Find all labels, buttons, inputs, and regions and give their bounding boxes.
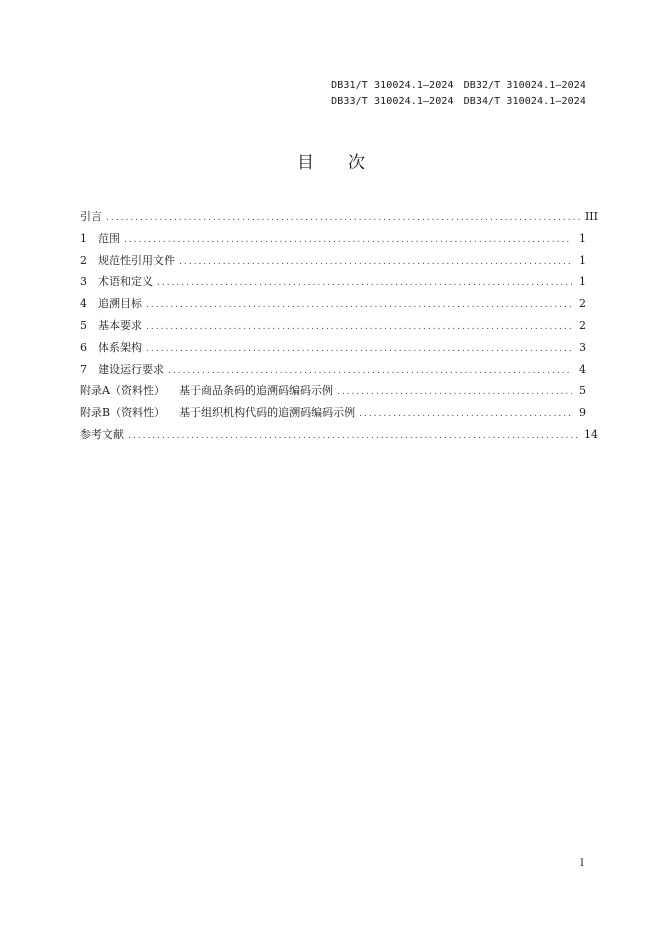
toc-leader-dots (128, 426, 580, 448)
toc-entry-number: 2 (80, 253, 87, 267)
title-char: 目 (297, 153, 314, 173)
toc-entry-label (80, 402, 355, 424)
toc-leader-dots (157, 273, 572, 295)
toc-entry-page: 1 (579, 231, 586, 245)
toc-entry-label (80, 380, 333, 402)
toc-entry-page: 9 (579, 406, 586, 420)
toc-leader-dots (146, 317, 572, 339)
toc-leader-dots (124, 230, 572, 252)
toc-entry-number: 6 (80, 340, 87, 354)
toc-entry-references[interactable] (80, 424, 598, 446)
standard-code: DB33/T 310024.1—2024 (331, 96, 454, 107)
toc-entry-4[interactable] (80, 293, 586, 315)
toc-entry-page: 2 (579, 297, 586, 311)
toc-entry-number: 7 (80, 362, 87, 376)
standard-codes-row (331, 94, 586, 110)
toc-entry-number: 1 (80, 231, 87, 245)
standard-code: DB34/T 310024.1—2024 (463, 96, 586, 107)
appendix-prefix: 附录B（资料性） (80, 406, 166, 420)
toc-leader-dots (146, 339, 572, 361)
toc-entry-6[interactable] (80, 337, 586, 359)
toc-entry-page: 4 (579, 362, 586, 376)
table-of-contents (80, 206, 598, 446)
toc-entry-label: 追溯目标 (98, 297, 142, 311)
standard-code: DB32/T 310024.1—2024 (463, 80, 586, 91)
toc-entry-3[interactable] (80, 271, 586, 293)
toc-leader-dots (146, 295, 572, 317)
toc-entry-label: 范围 (98, 231, 120, 245)
toc-entry-page: III (584, 210, 598, 223)
toc-entry-number: 5 (80, 318, 87, 332)
toc-entry-1[interactable] (80, 228, 586, 250)
toc-entry-page: 3 (579, 340, 586, 354)
toc-entry-number: 3 (80, 275, 87, 289)
toc-entry-appendix-a[interactable] (80, 380, 586, 402)
toc-entry-7[interactable] (80, 359, 586, 381)
standard-code: DB31/T 310024.1—2024 (331, 80, 454, 91)
appendix-title: 基于商品条码的追溯码编码示例 (178, 384, 333, 398)
toc-leader-dots (359, 404, 572, 426)
toc-entry-label: 体系架构 (98, 340, 142, 354)
toc-entry-5[interactable] (80, 315, 586, 337)
toc-leader-dots (179, 252, 572, 274)
toc-leader-dots (168, 361, 572, 383)
toc-entry-page: 5 (579, 384, 586, 398)
toc-entry-intro[interactable] (80, 206, 598, 228)
title-char: 次 (348, 153, 365, 173)
toc-entry-label: 引言 (80, 210, 102, 223)
standard-codes-row (331, 78, 586, 94)
standard-codes-header (331, 78, 586, 110)
appendix-title: 基于组织机构代码的追溯码编码示例 (179, 406, 356, 420)
page-number: I (580, 858, 584, 869)
toc-leader-dots (337, 382, 572, 404)
toc-entry-label: 基本要求 (98, 318, 142, 332)
toc-entry-page: 1 (579, 253, 586, 267)
toc-entry-number: 4 (80, 297, 87, 311)
toc-entry-appendix-b[interactable] (80, 402, 586, 424)
appendix-prefix: 附录A（资料性） (80, 384, 165, 398)
toc-entry-page: 2 (579, 318, 586, 332)
toc-entry-label: 参考文献 (80, 427, 124, 441)
toc-leader-dots (106, 208, 581, 230)
toc-entry-label: 规范性引用文件 (98, 253, 175, 267)
toc-entry-label: 建设运行要求 (98, 362, 164, 376)
page-title (0, 148, 662, 173)
toc-entry-2[interactable] (80, 250, 586, 272)
toc-entry-page: 1 (579, 275, 586, 289)
toc-entry-label: 术语和定义 (98, 275, 153, 289)
toc-entry-page: 14 (584, 427, 598, 441)
